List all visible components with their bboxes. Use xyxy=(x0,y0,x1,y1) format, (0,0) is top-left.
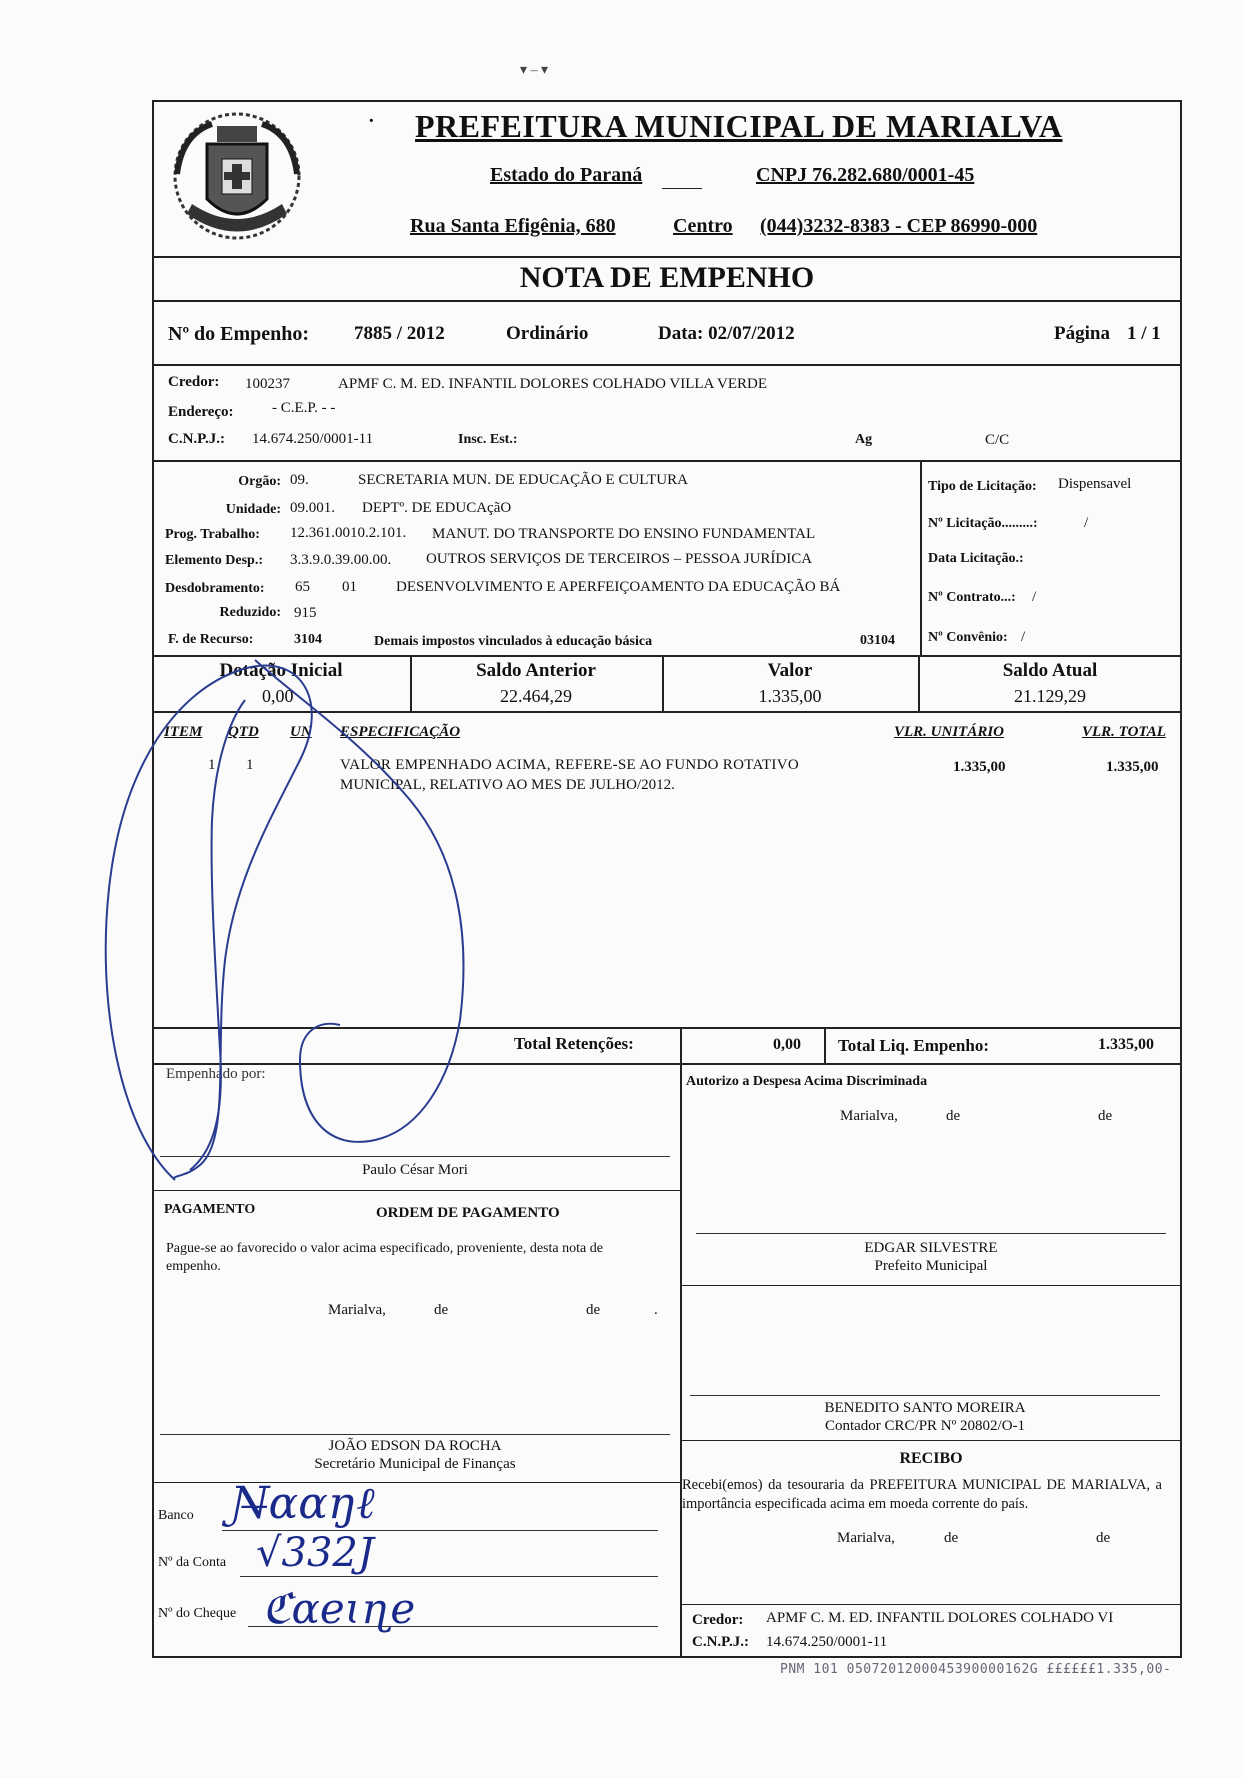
saldo-anterior-value: 22.464,29 xyxy=(500,686,572,706)
prog-value: MANUT. DO TRANSPORTE DO ENSINO FUNDAMENTAL xyxy=(432,526,816,542)
saldo-atual-label: Saldo Atual xyxy=(1002,660,1098,681)
banco-handwritten: Ɲ̶ɑɑŋℓ xyxy=(230,1478,375,1529)
prog-label: Prog. Trabalho: xyxy=(165,527,260,542)
total-retencoes-value: 0,00 xyxy=(773,1036,801,1053)
num-licitacao-label: Nº Licitação.........: xyxy=(928,516,1038,531)
recurso-label: F. de Recurso: xyxy=(168,632,254,647)
total-retencoes-label: Total Retenções: xyxy=(514,1034,634,1053)
cheque-handwritten: ℭɑeɩɳe xyxy=(262,1584,416,1633)
header-address: Rua Santa Efigênia, 680 xyxy=(410,215,616,237)
cc-label: C/C xyxy=(985,432,1010,448)
autorizo-signer: EDGAR SILVESTRE xyxy=(864,1240,998,1256)
col-un: UN xyxy=(290,724,312,740)
footer-code: PNM 101 0507201200045390000162G ££££££1.335,00- xyxy=(780,1662,1172,1677)
empenhado-label: Empenhado por: xyxy=(166,1066,266,1082)
col-item: ITEM xyxy=(164,724,203,740)
recibo-credor-label: Credor: xyxy=(692,1612,744,1628)
address-value: - C.E.P. - - xyxy=(272,400,336,416)
recibo-city: Marialva, xyxy=(837,1530,895,1546)
recibo-de2: de xyxy=(1096,1530,1111,1546)
pagamento-label: PAGAMENTO xyxy=(164,1202,256,1217)
prog-code: 12.361.0010.2.101. xyxy=(290,525,407,541)
banco-label: Banco xyxy=(158,1508,194,1523)
empenhado-signer: Paulo César Mori xyxy=(362,1162,468,1178)
header-title: PREFEITURA MUNICIPAL DE MARIALVA xyxy=(415,108,1063,144)
autorizo-city: Marialva, xyxy=(840,1108,898,1124)
saldo-anterior-label: Saldo Anterior xyxy=(476,660,596,681)
row-spec-line1: VALOR EMPENHADO ACIMA, REFERE-SE AO FUNDO ROTATIVO xyxy=(340,757,799,773)
row-unit: 1.335,00 xyxy=(953,759,1006,775)
credor-label: Credor: xyxy=(168,374,220,390)
col-spec: ESPECIFICAÇÃO xyxy=(340,724,461,740)
dotacao-value: 0,00 xyxy=(262,686,294,706)
recurso-code: 3104 xyxy=(294,632,322,647)
recibo-label: RECIBO xyxy=(899,1450,963,1467)
page-label: Página xyxy=(1054,323,1110,344)
data-licitacao-label: Data Licitação.: xyxy=(928,551,1024,566)
row-item: 1 xyxy=(208,757,216,773)
empenho-type: Ordinário xyxy=(506,323,589,344)
scan-mark: ▾ ‒ ▾ xyxy=(520,63,549,78)
empenho-date: Data: 02/07/2012 xyxy=(658,323,795,344)
row-total: 1.335,00 xyxy=(1106,759,1159,775)
header-cnpj: CNPJ 76.282.680/0001-45 xyxy=(756,164,975,186)
col-unit: VLR. UNITÁRIO xyxy=(894,724,1005,740)
reduzido-label: Reduzido: xyxy=(219,605,281,620)
recibo-cnpj-value: 14.674.250/0001-11 xyxy=(766,1634,888,1650)
total-liq-label: Total Liq. Empenho: xyxy=(838,1036,989,1055)
row-spec-line2: MUNICIPAL, RELATIVO AO MES DE JULHO/2012. xyxy=(340,777,675,793)
pagamento-de1: de xyxy=(434,1302,449,1318)
empenho-label: Nº do Empenho: xyxy=(168,323,310,345)
desdobramento-value: DESENVOLVIMENTO E APERFEIÇOAMENTO DA EDUCAÇÃO BÁ xyxy=(396,579,841,595)
contador-signer: BENEDITO SANTO MOREIRA xyxy=(824,1400,1026,1416)
pagamento-text: Pague-se ao favorecido o valor acima especificado, proveniente, desta nota de empenho. xyxy=(166,1241,603,1274)
elemento-code: 3.3.9.0.39.00.00. xyxy=(290,552,392,568)
conta-handwritten: √332J xyxy=(256,1530,374,1576)
desdobramento-label: Desdobramento: xyxy=(165,581,265,596)
tipo-licitacao-label: Tipo de Licitação: xyxy=(928,479,1037,494)
pagamento-city: Marialva, xyxy=(328,1302,386,1318)
empenho-number: 7885 / 2012 xyxy=(354,323,445,344)
document-title: NOTA DE EMPENHO xyxy=(519,261,815,294)
valor-value: 1.335,00 xyxy=(758,686,822,706)
recurso-value: Demais impostos vinculados à educação básica xyxy=(374,634,653,649)
pagamento-dot: . xyxy=(654,1302,658,1318)
pagamento-role: Secretário Municipal de Finanças xyxy=(314,1456,516,1472)
header-district: Centro xyxy=(673,215,733,237)
autorizo-role: Prefeito Municipal xyxy=(874,1258,988,1274)
ag-label: Ag xyxy=(855,432,873,447)
credor-code: 100237 xyxy=(245,376,290,392)
num-licitacao-value: / xyxy=(1084,515,1089,531)
pagamento-de2: de xyxy=(586,1302,601,1318)
insc-label: Insc. Est.: xyxy=(458,432,518,447)
elemento-value: OUTROS SERVIÇOS DE TERCEIROS – PESSOA JURÍDICA xyxy=(426,551,813,567)
desdobramento-code2: 01 xyxy=(342,579,357,595)
recibo-de1: de xyxy=(944,1530,959,1546)
orgao-label: Orgão: xyxy=(238,474,281,489)
bullet-mark: · xyxy=(368,110,375,132)
row-qtd: 1 xyxy=(246,757,254,773)
recibo-text: Recebi(emos) da tesouraria da PREFEITURA MUNICIPAL DE MARIALVA, a importância especificada acima em moeda corrente do país. xyxy=(682,1477,1162,1512)
orgao-value: SECRETARIA MUN. DE EDUCAÇÃO E CULTURA xyxy=(358,472,688,488)
cheque-label: Nº do Cheque xyxy=(158,1606,237,1621)
header-state: Estado do Paraná xyxy=(490,164,643,186)
cnpj-value: 14.674.250/0001-11 xyxy=(252,431,374,447)
autorizo-de1: de xyxy=(946,1108,961,1124)
pagamento-signer: JOÃO EDSON DA ROCHA xyxy=(328,1438,502,1454)
desdobramento-code1: 65 xyxy=(295,579,310,595)
conta-label: Nº da Conta xyxy=(158,1555,227,1570)
convenio-value: / xyxy=(1021,629,1026,645)
autorizo-label: Autorizo a Despesa Acima Discriminada xyxy=(686,1074,928,1089)
convenio-label: Nº Convênio: xyxy=(928,630,1008,645)
orgao-code: 09. xyxy=(290,472,309,488)
unidade-code: 09.001. xyxy=(290,500,335,516)
reduzido-value: 915 xyxy=(294,605,317,621)
total-liq-value: 1.335,00 xyxy=(1098,1036,1154,1053)
tipo-licitacao-value: Dispensavel xyxy=(1058,476,1132,492)
credor-name: APMF C. M. ED. INFANTIL DOLORES COLHADO VILLA VERDE xyxy=(338,376,768,392)
unidade-label: Unidade: xyxy=(225,502,281,517)
recibo-credor-value: APMF C. M. ED. INFANTIL DOLORES COLHADO VI xyxy=(766,1610,1114,1626)
dotacao-label: Dotação Inicial xyxy=(219,660,343,681)
address-label: Endereço: xyxy=(168,404,234,420)
contrato-value: / xyxy=(1032,589,1037,605)
recurso-code2: 03104 xyxy=(860,633,895,648)
recibo-cnpj-label: C.N.P.J.: xyxy=(692,1634,749,1650)
contrato-label: Nº Contrato...: xyxy=(928,590,1016,605)
saldo-atual-value: 21.129,29 xyxy=(1014,686,1086,706)
unidade-value: DEPTº. DE EDUCAçãO xyxy=(362,500,512,516)
valor-label: Valor xyxy=(767,660,813,681)
col-total: VLR. TOTAL xyxy=(1082,724,1166,740)
cnpj-label: C.N.P.J.: xyxy=(168,431,225,447)
page-number: 1 / 1 xyxy=(1127,323,1161,344)
autorizo-de2: de xyxy=(1098,1108,1113,1124)
ordem-pagamento-label: ORDEM DE PAGAMENTO xyxy=(376,1205,560,1221)
col-qtd: QTD xyxy=(228,724,259,740)
elemento-label: Elemento Desp.: xyxy=(165,553,263,568)
contador-role: Contador CRC/PR Nº 20802/O-1 xyxy=(824,1418,1026,1434)
header-phone-cep: (044)3232-8383 - CEP 86990-000 xyxy=(760,215,1038,237)
